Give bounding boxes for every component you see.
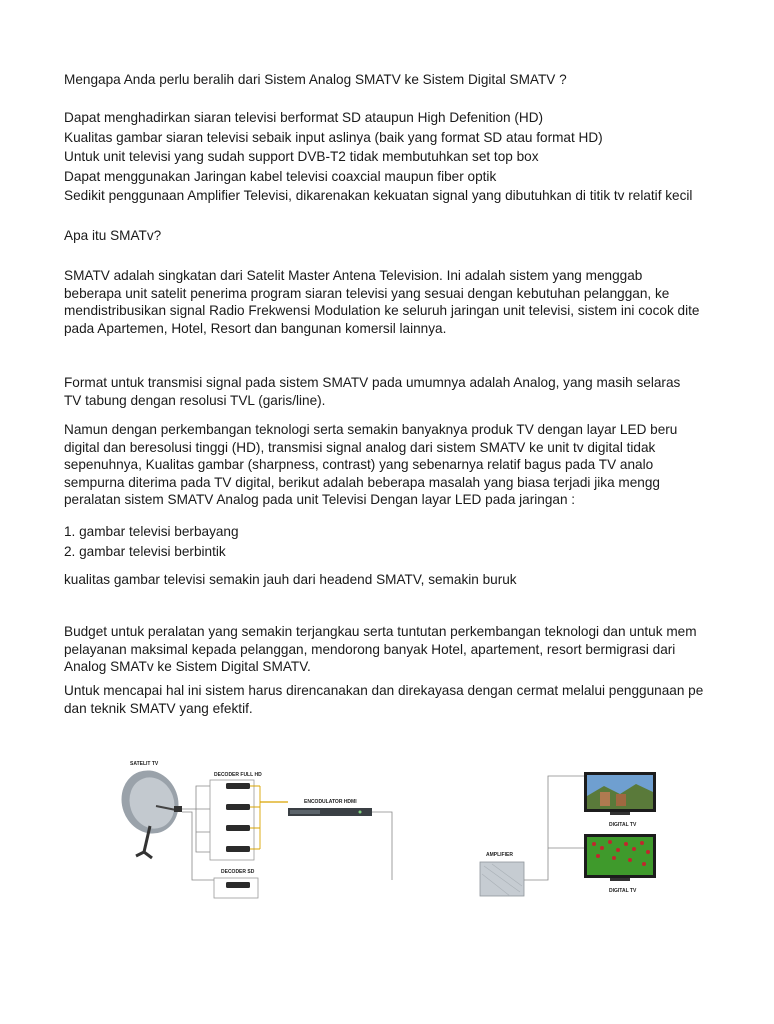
development-line: digital dan beresolusi tinggi (HD), transmisi signal analog dari sistem SMATV ke unit tv digital tidak — [64, 439, 656, 455]
budget-line: Budget untuk peralatan yang semakin terjangkau serta tuntutan perkembangan teknologi dan untuk mem — [64, 624, 697, 639]
achieve-line: dan teknik SMATV yang efektif. — [64, 700, 253, 716]
achieve-line: Untuk mencapai hal ini sistem harus direncanakan dan direkayasa dengan cermat melalui penggunaan pe — [64, 683, 704, 698]
decoder-sd-box-icon — [226, 882, 250, 888]
benefit-item: Sedikit penggunaan Amplifier Televisi, dikarenakan kekuatan signal yang dibutuhkan di titik tv relatif kecil — [64, 188, 693, 203]
development-line: sempurna diterima pada TV digital, berikut adalah beberapa masalah yang biasa terjadi jika mengg — [64, 474, 660, 490]
budget-line: Analog SMATv ke Sistem Digital SMATV. — [64, 659, 311, 674]
label-decoder-sd: DECODER SD — [221, 869, 255, 875]
tv-screen-icon — [584, 772, 656, 815]
label-tv-1: DIGITAL TV — [609, 822, 637, 828]
problem-item: 1. gambar televisi berbayang — [64, 524, 239, 539]
what-is-heading: Apa itu SMATv? — [64, 228, 162, 243]
definition-line: pada Apartemen, Hotel, Resort dan bangunan komersil lainnya. — [64, 320, 447, 336]
problem-item: 2. gambar televisi berbintik — [64, 544, 226, 559]
decoder-box-icon — [226, 783, 250, 852]
amplifier-device-icon — [480, 862, 524, 896]
budget-line: pelayanan maksimal kepada pelanggan, mendorong banyak Hotel, apartement, resort bermigrasi dari — [64, 641, 676, 657]
label-encoder: ENCODULATOR HDMI — [304, 799, 357, 805]
satellite-dish-icon — [113, 762, 188, 858]
development-line: sepenuhnya, Kualitas gambar (sharpness, contrast) yang sebenarnya relatif bagus pada TV analo — [64, 457, 654, 472]
development-paragraph — [64, 422, 774, 507]
tv-screen-icon — [584, 834, 656, 881]
label-amplifier: AMPLIFIER — [486, 852, 513, 858]
format-line: Format untuk transmisi signal pada sistem SMATV pada umumnya adalah Analog, yang masih selaras — [64, 375, 681, 390]
benefit-item: Dapat menggunakan Jaringan kabel televisi coaxcial maupun fiber optik — [64, 168, 497, 184]
smatv-diagram — [64, 740, 768, 892]
format-line: TV tabung dengan resolusi TVL (garis/line). — [64, 392, 326, 408]
label-satellite: SATELIT TV — [130, 761, 159, 767]
benefit-item: Untuk unit televisi yang sudah support DVB-T2 tidak membutuhkan set top box — [64, 149, 539, 164]
benefit-item: Dapat menghadirkan siaran televisi berformat SD ataupun High Defenition (HD) — [64, 110, 544, 125]
development-line: peralatan sistem SMATV Analog pada unit Televisi Dengan layar LED pada jaringan : — [64, 492, 576, 507]
quality-note: kualitas gambar televisi semakin jauh dari headend SMATV, semakin buruk — [64, 572, 517, 587]
benefit-item: Kualitas gambar siaran televisi sebaik input aslinya (baik yang format SD atau format HD) — [64, 129, 603, 145]
encoder-device-icon — [288, 808, 372, 816]
definition-line: mendistribusikan signal Radio Frekwensi Modulation ke seluruh jaringan unit televisi, sistem ini cocok dite — [64, 303, 700, 318]
question-title: Mengapa Anda perlu beralih dari Sistem Analog SMATV ke Sistem Digital SMATV ? — [64, 72, 567, 87]
label-decoder-hd: DECODER FULL HD — [214, 772, 262, 778]
definition-line: beberapa unit satelit penerima program siaran televisi yang sesuai dengan kebutuhan pelanggan, ke — [64, 285, 670, 301]
label-tv-2: DIGITAL TV — [609, 888, 637, 894]
development-line: Namun dengan perkembangan teknologi serta semakin banyaknya produk TV dengan layar LED beru — [64, 422, 678, 437]
definition-line: SMATV adalah singkatan dari Satelit Master Antena Television. Ini adalah sistem yang menggab — [64, 268, 643, 283]
